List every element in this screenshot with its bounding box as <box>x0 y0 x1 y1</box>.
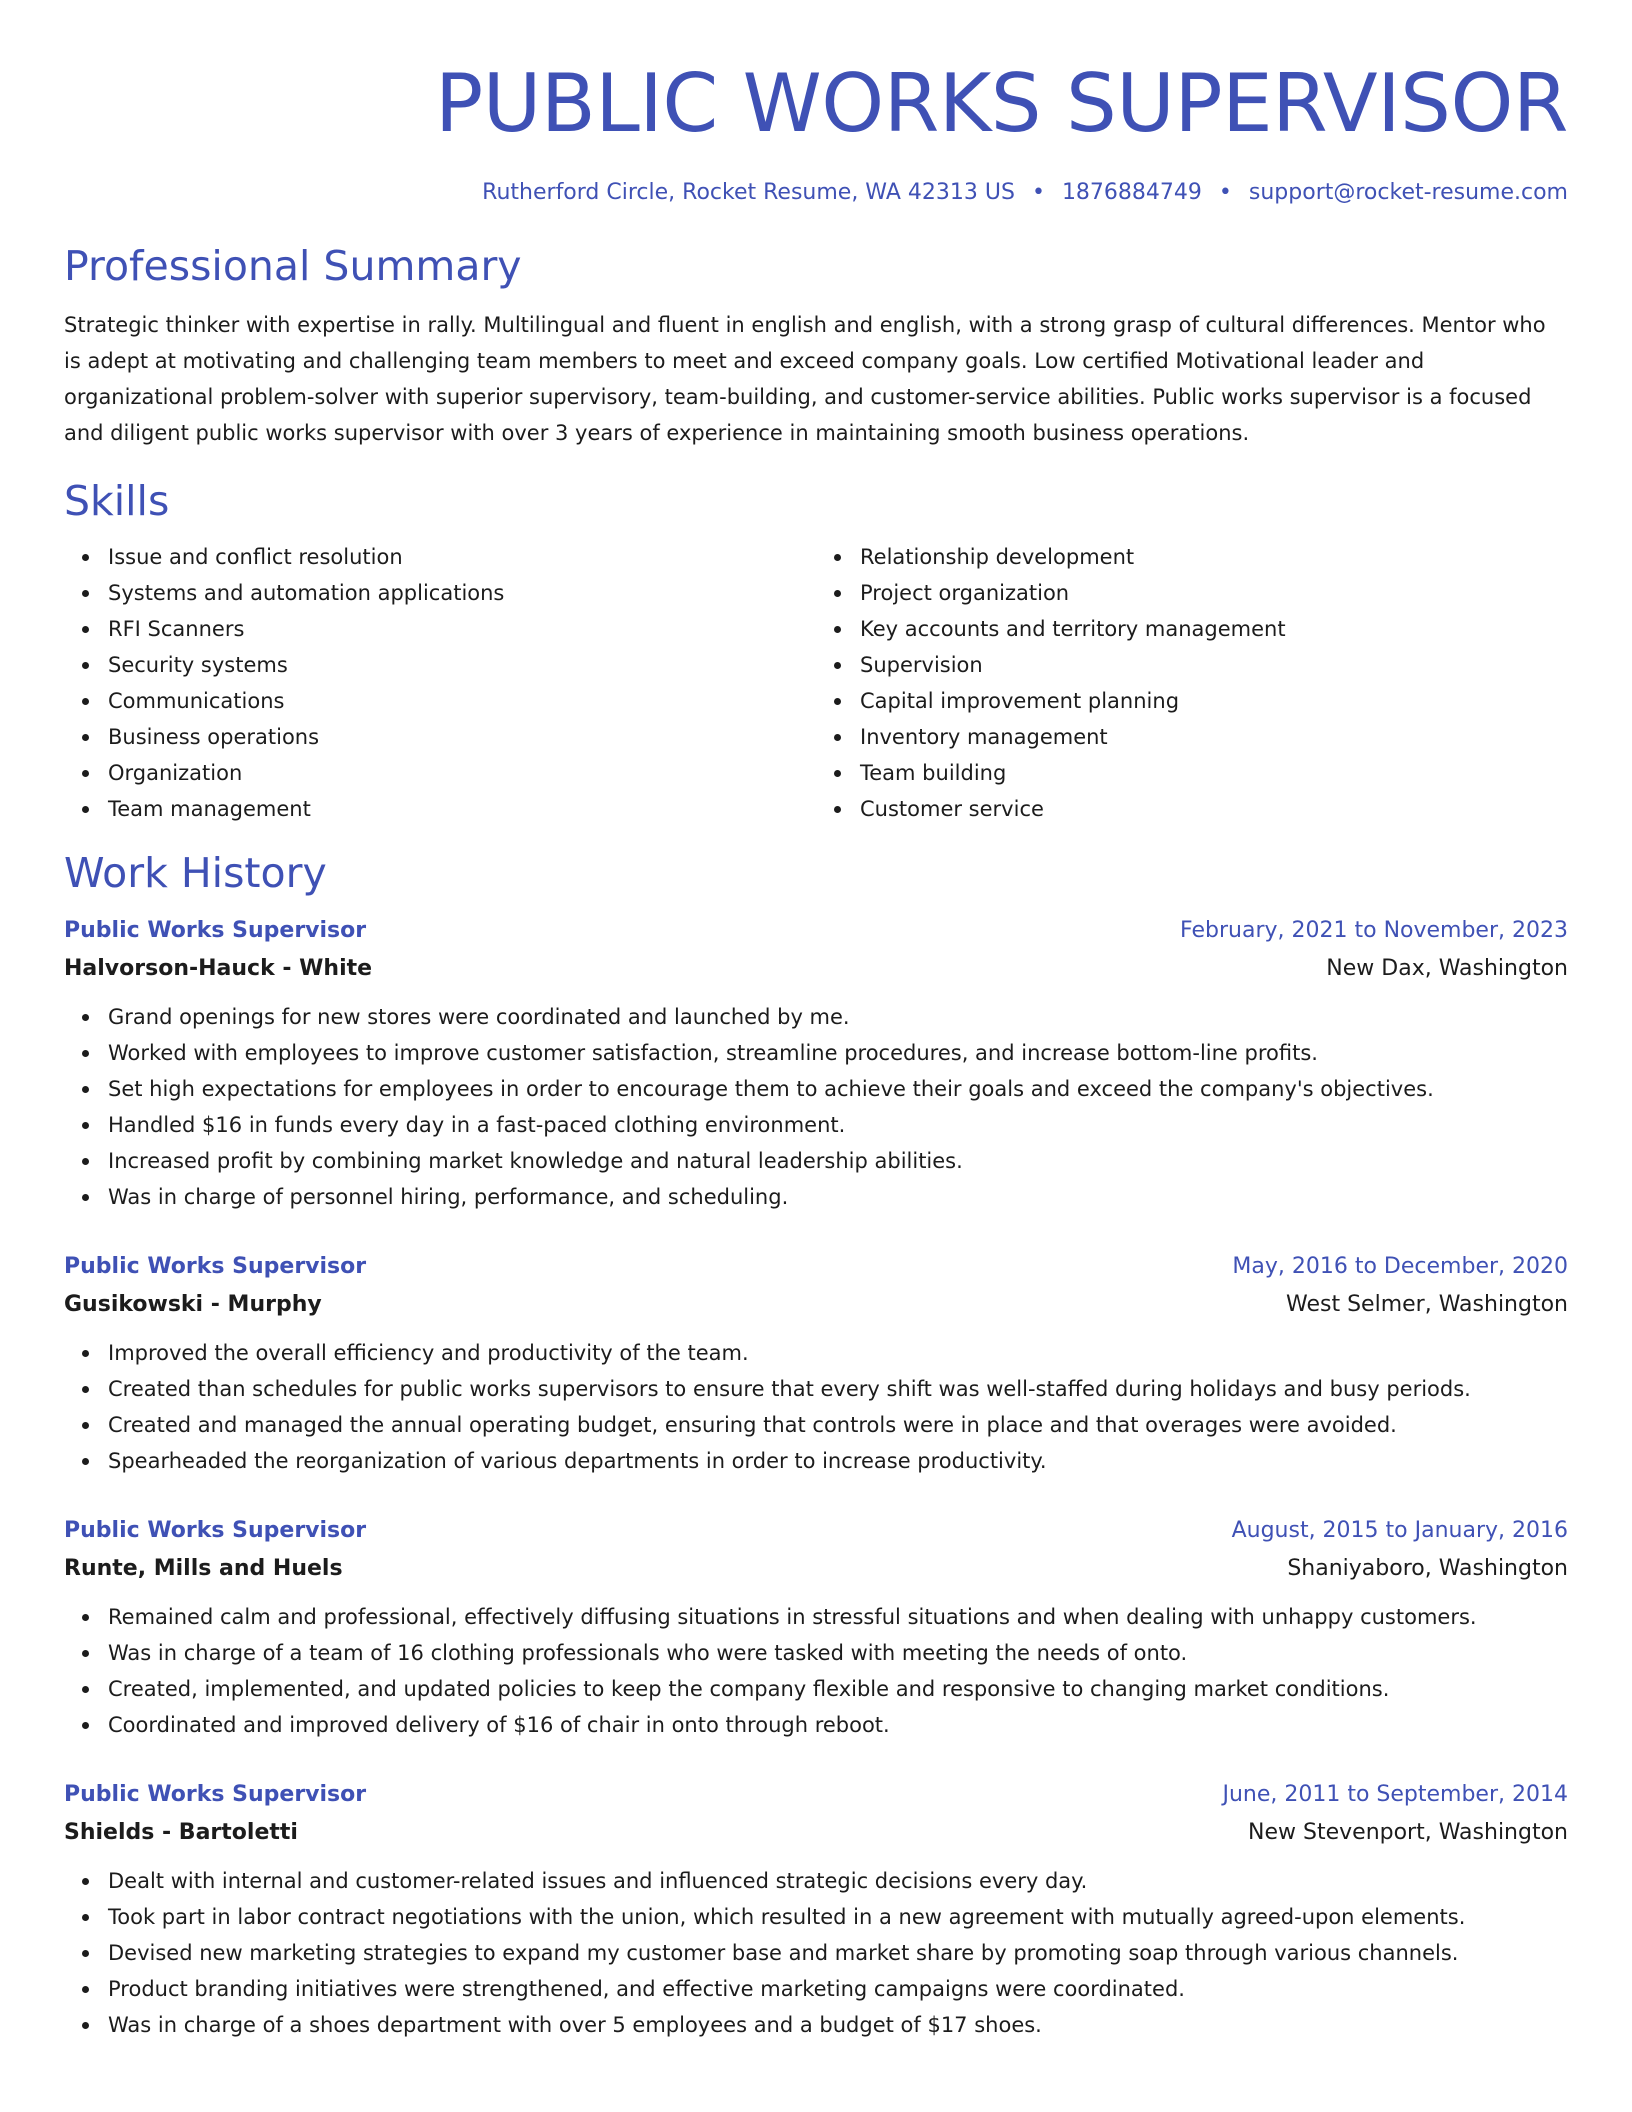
job-location: West Selmer, Washington <box>1286 1292 1568 1317</box>
job-bullet: Was in charge of a team of 16 clothing professionals who were tasked with meeting the needs of onto. <box>108 1635 1568 1671</box>
job-bullet: Worked with employees to improve customer satisfaction, streamline procedures, and increase bottom-line profits. <box>108 1035 1568 1071</box>
job-bullet: Devised new marketing strategies to expand my customer base and market share by promoting soap through various channels. <box>108 1935 1568 1971</box>
job-company: Runte, Mills and Huels <box>64 1556 343 1581</box>
skill-item: Team building <box>860 755 1568 791</box>
job-bullets <box>64 1863 1568 2043</box>
job-entry <box>64 1513 1568 1743</box>
job-location: New Dax, Washington <box>1326 956 1568 981</box>
contact-separator: • <box>1218 180 1232 205</box>
job-bullet: Grand openings for new stores were coordinated and launched by me. <box>108 999 1568 1035</box>
skills-list-left <box>64 539 816 827</box>
contact-line <box>64 178 1568 208</box>
job-bullet: Improved the overall efficiency and productivity of the team. <box>108 1335 1568 1371</box>
skill-item: Security systems <box>108 647 816 683</box>
job-bullets <box>64 999 1568 1215</box>
skill-item: Business operations <box>108 719 816 755</box>
job-location: New Stevenport, Washington <box>1248 1820 1568 1845</box>
job-title: Public Works Supervisor <box>64 1782 367 1807</box>
skills-list-right <box>816 539 1568 827</box>
job-dates: February, 2021 to November, 2023 <box>1180 918 1568 943</box>
skills-heading: Skills <box>64 477 170 525</box>
job-bullet: Spearheaded the reorganization of various departments in order to increase productivity. <box>108 1443 1568 1479</box>
skill-item: RFI Scanners <box>108 611 816 647</box>
job-entry <box>64 1249 1568 1479</box>
summary-text: Strategic thinker with expertise in rally. Multilingual and fluent in english and english, with a strong grasp of cultural differences. Mentor who is adept at motivating and challenging team members to meet and exceed company goals. Low certified Motivational leader and organizational problem-solver with superior supervisory, team-building, and customer-service abilities. Public works supervisor is a focused and diligent public works supervisor with over 3 years of experience in maintaining smooth business operations. <box>64 313 1546 445</box>
candidate-name: PUBLIC WORKS SUPERVISOR <box>435 57 1568 150</box>
skill-item: Communications <box>108 683 816 719</box>
job-location: Shaniyaboro, Washington <box>1287 1556 1568 1581</box>
skills-section <box>64 475 1568 827</box>
skill-item: Customer service <box>860 791 1568 827</box>
job-company: Shields - Bartoletti <box>64 1820 298 1845</box>
job-title-row <box>64 1513 1568 1549</box>
job-bullets <box>64 1335 1568 1479</box>
job-dates: June, 2011 to September, 2014 <box>1222 1782 1568 1807</box>
job-bullet: Created, implemented, and updated policies to keep the company flexible and responsive to changing market conditions. <box>108 1671 1568 1707</box>
job-dates: August, 2015 to January, 2016 <box>1231 1518 1568 1543</box>
job-title-row <box>64 913 1568 949</box>
job-title-row <box>64 1777 1568 1813</box>
work-history-heading: Work History <box>64 849 327 897</box>
contact-phone: 1876884749 <box>1061 180 1202 205</box>
skill-item: Systems and automation applications <box>108 575 816 611</box>
work-history-section <box>64 847 1568 2043</box>
job-bullet: Dealt with internal and customer-related issues and influenced strategic decisions every day. <box>108 1863 1568 1899</box>
job-entry <box>64 1777 1568 2043</box>
job-title: Public Works Supervisor <box>64 1254 367 1279</box>
summary-heading: Professional Summary <box>64 242 522 290</box>
skill-item: Organization <box>108 755 816 791</box>
job-company: Halvorson-Hauck - White <box>64 956 373 981</box>
job-bullet: Was in charge of a shoes department with over 5 employees and a budget of $17 shoes. <box>108 2007 1568 2043</box>
job-title: Public Works Supervisor <box>64 918 367 943</box>
skill-item: Team management <box>108 791 816 827</box>
job-company-row <box>64 1549 1568 1589</box>
skills-columns <box>64 539 1568 827</box>
job-dates: May, 2016 to December, 2020 <box>1232 1254 1568 1279</box>
job-bullet: Set high expectations for employees in order to encourage them to achieve their goals and exceed the company's objectives. <box>108 1071 1568 1107</box>
contact-email: support@rocket-resume.com <box>1248 180 1568 205</box>
job-bullet: Took part in labor contract negotiations with the union, which resulted in a new agreement with mutually agreed-upon elements. <box>108 1899 1568 1935</box>
contact-address: Rutherford Circle, Rocket Resume, WA 42313 US <box>482 180 1015 205</box>
job-bullet: Was in charge of personnel hiring, performance, and scheduling. <box>108 1179 1568 1215</box>
job-company-row <box>64 1813 1568 1853</box>
job-company-row <box>64 1285 1568 1325</box>
job-bullet: Coordinated and improved delivery of $16 of chair in onto through reboot. <box>108 1707 1568 1743</box>
job-title: Public Works Supervisor <box>64 1518 367 1543</box>
job-company: Gusikowski - Murphy <box>64 1292 322 1317</box>
job-bullet: Increased profit by combining market knowledge and natural leadership abilities. <box>108 1143 1568 1179</box>
skill-item: Project organization <box>860 575 1568 611</box>
contact-separator: • <box>1031 180 1045 205</box>
job-title-row <box>64 1249 1568 1285</box>
resume-page <box>64 0 1568 2043</box>
job-bullet: Handled $16 in funds every day in a fast-paced clothing environment. <box>108 1107 1568 1143</box>
skill-item: Relationship development <box>860 539 1568 575</box>
job-bullet: Remained calm and professional, effectively diffusing situations in stressful situations and when dealing with unhappy customers. <box>108 1599 1568 1635</box>
job-company-row <box>64 949 1568 989</box>
skill-item: Key accounts and territory management <box>860 611 1568 647</box>
job-entry <box>64 913 1568 1215</box>
resume-header <box>64 52 1568 208</box>
skill-item: Issue and conflict resolution <box>108 539 816 575</box>
job-bullet: Product branding initiatives were strengthened, and effective marketing campaigns were coordinated. <box>108 1971 1568 2007</box>
job-bullet: Created and managed the annual operating budget, ensuring that controls were in place and that overages were avoided. <box>108 1407 1568 1443</box>
summary-section <box>64 240 1568 451</box>
skill-item: Capital improvement planning <box>860 683 1568 719</box>
skill-item: Inventory management <box>860 719 1568 755</box>
job-bullets <box>64 1599 1568 1743</box>
job-bullet: Created than schedules for public works supervisors to ensure that every shift was well-staffed during holidays and busy periods. <box>108 1371 1568 1407</box>
skill-item: Supervision <box>860 647 1568 683</box>
